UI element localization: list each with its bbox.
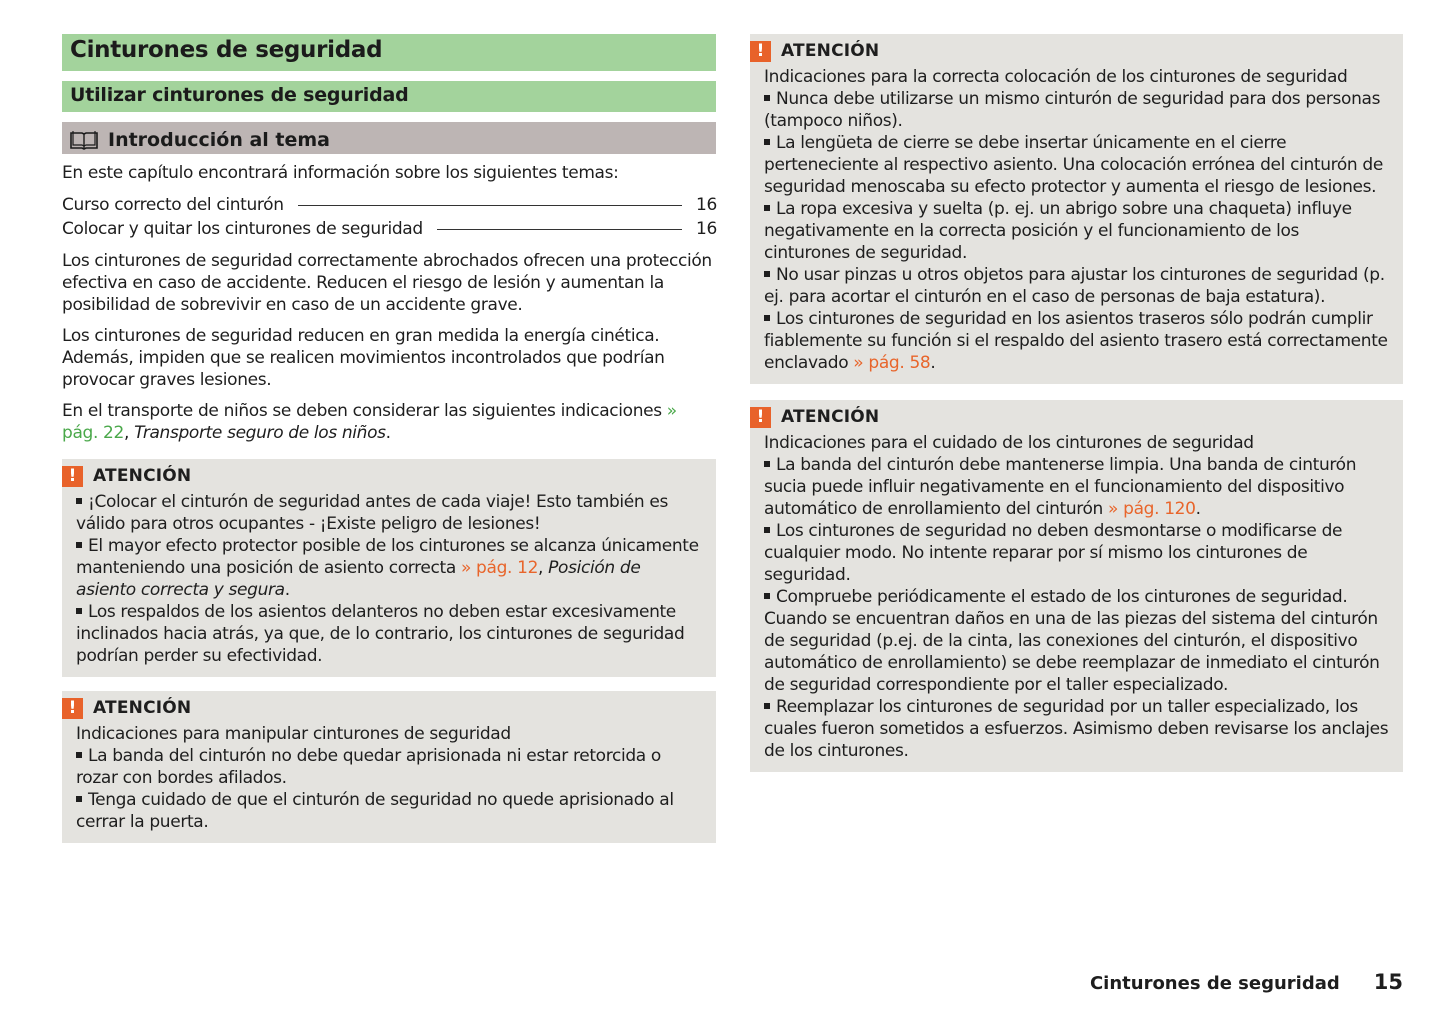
toc-leader (298, 205, 682, 206)
warning-header (750, 38, 1389, 64)
intro-heading (62, 122, 716, 154)
intro-title: Introducción al tema (108, 129, 330, 151)
page-reference-link[interactable]: » pág. 58 (853, 353, 931, 373)
right-column (750, 34, 1403, 786)
warning-title: ATENCIÓN (93, 698, 192, 718)
paragraph-3: En el transporte de niños se deben considerar las siguientes indicaciones » pág. 22, Transporte seguro de los niños. (62, 401, 677, 443)
warning-icon: ! (750, 41, 771, 62)
bullet-icon (764, 271, 770, 277)
warning-icon: ! (750, 407, 771, 428)
table-of-contents (62, 193, 716, 241)
warning-bullet: Los respaldos de los asientos delanteros no deben estar excesivamente inclinados hacia atrás, ya que, de lo contrario, los cinturones de seguridad podrían perder su efectividad. (76, 602, 685, 666)
warning-bullet: No usar pinzas u otros objetos para ajustar los cinturones de seguridad (p. ej. para acortar el cinturón en el caso de personas de baja estatura). (764, 265, 1385, 307)
warning-box-2 (62, 691, 716, 843)
warning-box-1 (62, 459, 716, 677)
toc-page: 16 (696, 219, 717, 239)
bullet-icon (76, 608, 82, 614)
bullet-icon (764, 461, 770, 467)
page-footer (1090, 970, 1403, 994)
book-icon (70, 130, 98, 150)
bullet-icon (76, 498, 82, 504)
left-column (62, 34, 716, 857)
bullet-icon (764, 593, 770, 599)
toc-label: Curso correcto del cinturón (62, 195, 284, 215)
warning-header (62, 463, 702, 489)
paragraph-2: Los cinturones de seguridad reducen en gran medida la energía cinética. Además, impiden que se realicen movimientos incontrolados que podrían provocar graves lesiones. (62, 326, 665, 390)
bullet-icon (76, 542, 82, 548)
warning-intro: Indicaciones para el cuidado de los cinturones de seguridad (764, 433, 1254, 453)
warning-box-3 (750, 34, 1403, 384)
bullet-icon (76, 752, 82, 758)
warning-bullet: La lengüeta de cierre se debe insertar únicamente en el cierre perteneciente al respectivo asiento. Una colocación errónea del cinturón de seguridad menoscaba su efecto protector y aumenta el riesgo de lesiones. (764, 133, 1383, 197)
bullet-icon (764, 139, 770, 145)
page-reference-link[interactable]: » pág. 12 (460, 558, 539, 578)
toc-entry[interactable] (62, 217, 716, 241)
footer-section-title: Cinturones de seguridad (1089, 973, 1340, 994)
warning-bullet: Tenga cuidado de que el cinturón de seguridad no quede aprisionado al cerrar la puerta. (76, 790, 674, 832)
toc-label: Colocar y quitar los cinturones de seguridad (62, 219, 423, 239)
warning-title: ATENCIÓN (781, 407, 880, 427)
warning-header (62, 695, 702, 721)
bullet-icon (76, 796, 82, 802)
warning-box-4 (750, 400, 1403, 772)
warning-bullet: Reemplazar los cinturones de seguridad por un taller especializado, los cuales fueron sometidos a esfuerzos. Asimismo deben revisarse los anclajes de los cinturones. (764, 697, 1389, 761)
bullet-icon (764, 95, 770, 101)
warning-bullet: La banda del cinturón debe mantenerse limpia. Una banda de cinturón sucia puede influir negativamente en el funcionamiento del dispositivo automático de enrollamiento del cinturón » pág. 120. (764, 455, 1357, 519)
page-reference-link[interactable]: » pág. 120 (1108, 499, 1196, 519)
warning-intro: Indicaciones para manipular cinturones de seguridad (76, 724, 511, 744)
warning-bullet: La ropa excesiva y suelta (p. ej. un abrigo sobre una chaqueta) influye negativamente en la correcta posición y el funcionamiento de los cinturones de seguridad. (764, 199, 1352, 263)
warning-bullet: La banda del cinturón no debe quedar aprisionada ni estar retorcida o rozar con bordes afilados. (76, 746, 661, 788)
warning-bullet: El mayor efecto protector posible de los cinturones se alcanza únicamente manteniendo una posición de asiento correcta » pág. 12, Posición de asiento correcta y segura. (76, 536, 699, 600)
warning-header (750, 404, 1389, 430)
chapter-title: Cinturones de seguridad (62, 34, 716, 71)
warning-icon: ! (62, 698, 83, 719)
page-number: 15 (1373, 970, 1403, 994)
section-title: Utilizar cinturones de seguridad (62, 81, 716, 112)
warning-bullet: Nunca debe utilizarse un mismo cinturón de seguridad para dos personas (tampoco niños). (764, 89, 1381, 131)
warning-title: ATENCIÓN (781, 41, 880, 61)
warning-icon: ! (62, 466, 83, 487)
warning-bullet: Los cinturones de seguridad no deben desmontarse o modificarse de cualquier modo. No intente reparar por sí mismo los cinturones de seguridad. (764, 521, 1343, 585)
page-reference-link[interactable]: » pág. 22 (62, 401, 677, 443)
toc-leader (437, 229, 682, 230)
warning-title: ATENCIÓN (93, 466, 192, 486)
warning-intro: Indicaciones para la correcta colocación de los cinturones de seguridad (764, 67, 1348, 87)
intro-text: En este capítulo encontrará información sobre los siguientes temas: (62, 163, 619, 183)
warning-bullet: Los cinturones de seguridad en los asientos traseros sólo podrán cumplir fiablemente su función si el respaldo del asiento trasero está correctamente enclavado » pág. 58. (764, 309, 1388, 373)
bullet-icon (764, 205, 770, 211)
toc-page: 16 (696, 195, 717, 215)
warning-bullet: Compruebe periódicamente el estado de los cinturones de seguridad. Cuando se encuentran daños en una de las piezas del sistema del cinturón de seguridad (p.ej. de la cinta, las conexiones del cinturón, el dispositivo automático de enrollamiento) se debe reemplazar de inmediato el cinturón de seguridad correspondiente por el taller especializado. (764, 587, 1380, 695)
bullet-icon (764, 703, 770, 709)
warning-bullet: ¡Colocar el cinturón de seguridad antes de cada viaje! Esto también es válido para otros ocupantes - ¡Existe peligro de lesiones! (76, 492, 668, 534)
bullet-icon (764, 315, 770, 321)
bullet-icon (764, 527, 770, 533)
paragraph-1: Los cinturones de seguridad correctamente abrochados ofrecen una protección efectiva en caso de accidente. Reducen el riesgo de lesión y aumentan la posibilidad de sobrevivir en caso de un accidente grave. (62, 251, 712, 315)
toc-entry[interactable] (62, 193, 716, 217)
